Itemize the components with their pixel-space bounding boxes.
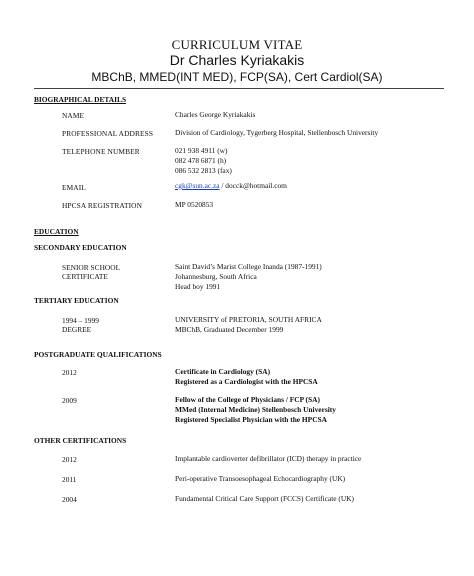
section-heading-education: EDUCATION bbox=[34, 227, 79, 236]
secondary-details bbox=[175, 262, 322, 292]
secondary-honour: Head boy 1991 bbox=[175, 282, 221, 291]
tertiary-degree: MBChB, Graduated December 1999 bbox=[175, 325, 284, 334]
postgrad-entry-2009 bbox=[175, 395, 336, 425]
tertiary-years: 1994 – 1999 bbox=[62, 316, 99, 325]
secondary-label-line1: SENIOR SCHOOL bbox=[62, 263, 121, 272]
telephone-label: TELEPHONE NUMBER bbox=[62, 147, 140, 156]
telephone-values bbox=[175, 146, 232, 176]
other-year-2011: 2011 bbox=[62, 475, 77, 484]
other-cert-2004: Fundamental Critical Care Support (FCCS) Certificate (UK) bbox=[175, 494, 354, 503]
section-heading-postgraduate: POSTGRADUATE QUALIFICATIONS bbox=[34, 350, 162, 359]
qualifications-line: MBChB, MMED(INT MED), FCP(SA), Cert Cardiol(SA) bbox=[91, 70, 383, 84]
name-label: NAME bbox=[62, 111, 85, 120]
secondary-label-line2: CERTIFICATE bbox=[62, 272, 108, 281]
header-divider bbox=[34, 88, 444, 89]
name-value: Charles George Kyriakakis bbox=[175, 110, 256, 119]
secondary-location: Johannesburg, South Africa bbox=[175, 272, 257, 281]
secondary-school: Saint David’s Marist College Inanda (1987-1991) bbox=[175, 262, 322, 271]
telephone-fax: 086 532 2813 (fax) bbox=[175, 166, 232, 175]
document-title: CURRICULUM VITAE bbox=[171, 37, 303, 52]
telephone-work: 021 938 4911 (w) bbox=[175, 146, 228, 155]
postgrad-year-2009: 2009 bbox=[62, 396, 77, 405]
email-label: EMAIL bbox=[62, 183, 86, 192]
postgrad-2009-line1: Fellow of the College of Physicians / FCP (SA) bbox=[175, 395, 320, 404]
address-label: PROFESSIONAL ADDRESS bbox=[62, 129, 154, 138]
postgrad-2009-line3: Registered Specialist Physician with the HPCSA bbox=[175, 415, 327, 424]
email-link[interactable]: cgk@sun.ac.za bbox=[175, 181, 220, 190]
subheading-tertiary-education: TERTIARY EDUCATION bbox=[34, 296, 119, 305]
other-cert-2011: Peri-operative Transoesophageal Echocardiography (UK) bbox=[175, 474, 346, 483]
postgrad-2012-line2: Registered as a Cardiologist with the HPCSA bbox=[175, 377, 318, 386]
other-year-2012: 2012 bbox=[62, 455, 77, 464]
email-value bbox=[175, 181, 287, 191]
email-secondary: / docck@hotmail.com bbox=[219, 181, 287, 190]
other-cert-2012: Implantable cardioverter defibrillator (ICD) therapy in practice bbox=[175, 454, 362, 463]
postgrad-year-2012: 2012 bbox=[62, 368, 77, 377]
section-heading-other-certifications: OTHER CERTIFICATIONS bbox=[34, 436, 127, 445]
hpcsa-value: MP 0520853 bbox=[175, 200, 214, 209]
postgrad-2009-line2: MMed (Internal Medicine) Stellenbosch University bbox=[175, 405, 336, 414]
other-year-2004: 2004 bbox=[62, 495, 77, 504]
hpcsa-label: HPCSA REGISTRATION bbox=[62, 201, 143, 210]
tertiary-degree-label: DEGREE bbox=[62, 325, 92, 334]
postgrad-entry-2012 bbox=[175, 367, 318, 387]
person-name: Dr Charles Kyriakakis bbox=[169, 52, 305, 68]
telephone-home: 082 478 6871 (h) bbox=[175, 156, 227, 165]
section-heading-biographical: BIOGRAPHICAL DETAILS bbox=[34, 95, 127, 104]
subheading-secondary-education: SECONDARY EDUCATION bbox=[34, 243, 127, 252]
address-value: Division of Cardiology, Tygerberg Hospital, Stellenbosch University bbox=[175, 128, 379, 137]
tertiary-university: UNIVERSITY of PRETORIA, SOUTH AFRICA bbox=[175, 315, 322, 324]
postgrad-2012-line1: Certificate in Cardiology (SA) bbox=[175, 367, 271, 376]
tertiary-details bbox=[175, 315, 322, 335]
